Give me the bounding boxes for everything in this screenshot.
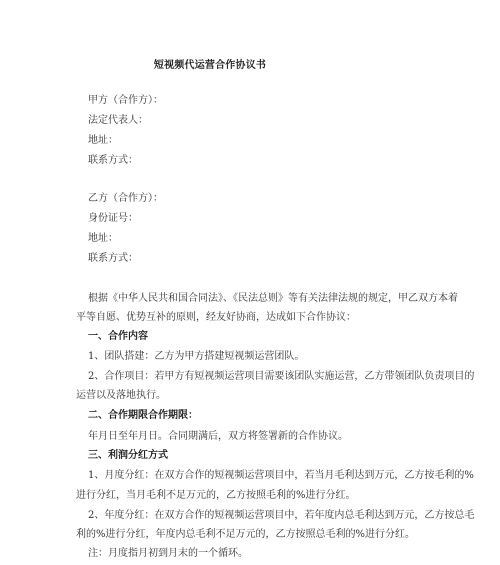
party-a-representative-label: 法定代表人： [88,115,148,126]
section-3-heading: 三、利润分红方式 [88,450,168,461]
section-2-text: 年月日至年月日。合同期满后，双方将签署新的合作协议。 [88,431,348,442]
section-3-item-2-line-2: 利的%进行分红，年度内总毛利不足万元的，乙方按照总毛利的%进行分红。 [76,529,416,540]
section-1-item-2-line-1: 2、合作项目：若甲方有短视频运营项目需要该团队实施运营，乙方带领团队负责项目的 [88,371,475,382]
section-3-note: 注：月度指月初到月末的一个循环。 [88,548,248,559]
intro-line-1: 根据《中华人民共和国合同法》、《民法总则》等有关法律法规的规定，甲乙双方本着 [88,293,458,304]
section-3-item-1-line-2: 进行分红，当月毛利不足万元的，乙方按照毛利的%进行分红。 [76,490,356,501]
party-b-name-label: 乙方（合作方）： [88,193,163,204]
party-b-address-label: 地址： [88,233,118,244]
section-1-item-1: 1、团队搭建：乙方为甲方搭建短视频运营团队。 [88,351,305,362]
party-a-address-label: 地址： [88,135,118,146]
section-3-item-2-line-1: 2、年度分红：在双方合作的短视频运营项目中，若年度内总毛利达到万元，乙方按总毛 [88,510,475,521]
intro-line-2: 平等自愿、优势互补的原则，经友好协商，达成如下合作协议： [76,312,356,323]
section-2-heading: 二、合作期限合作期限： [88,410,198,421]
party-a-contact-label: 联系方式： [88,155,138,166]
section-3-item-1-line-1: 1、月度分红：在双方合作的短视频运营项目中，若当月毛利达到万元，乙方按毛利的% [88,470,474,481]
party-b-contact-label: 联系方式： [88,253,138,264]
party-b-id-label: 身份证号： [88,213,138,224]
document-title: 短视频代运营合作协议书 [153,60,267,71]
party-a-name-label: 甲方（合作方）： [88,95,163,106]
section-1-item-2-line-2: 运营以及落地执行。 [76,390,166,401]
section-1-heading: 一、合作内容 [88,331,148,342]
